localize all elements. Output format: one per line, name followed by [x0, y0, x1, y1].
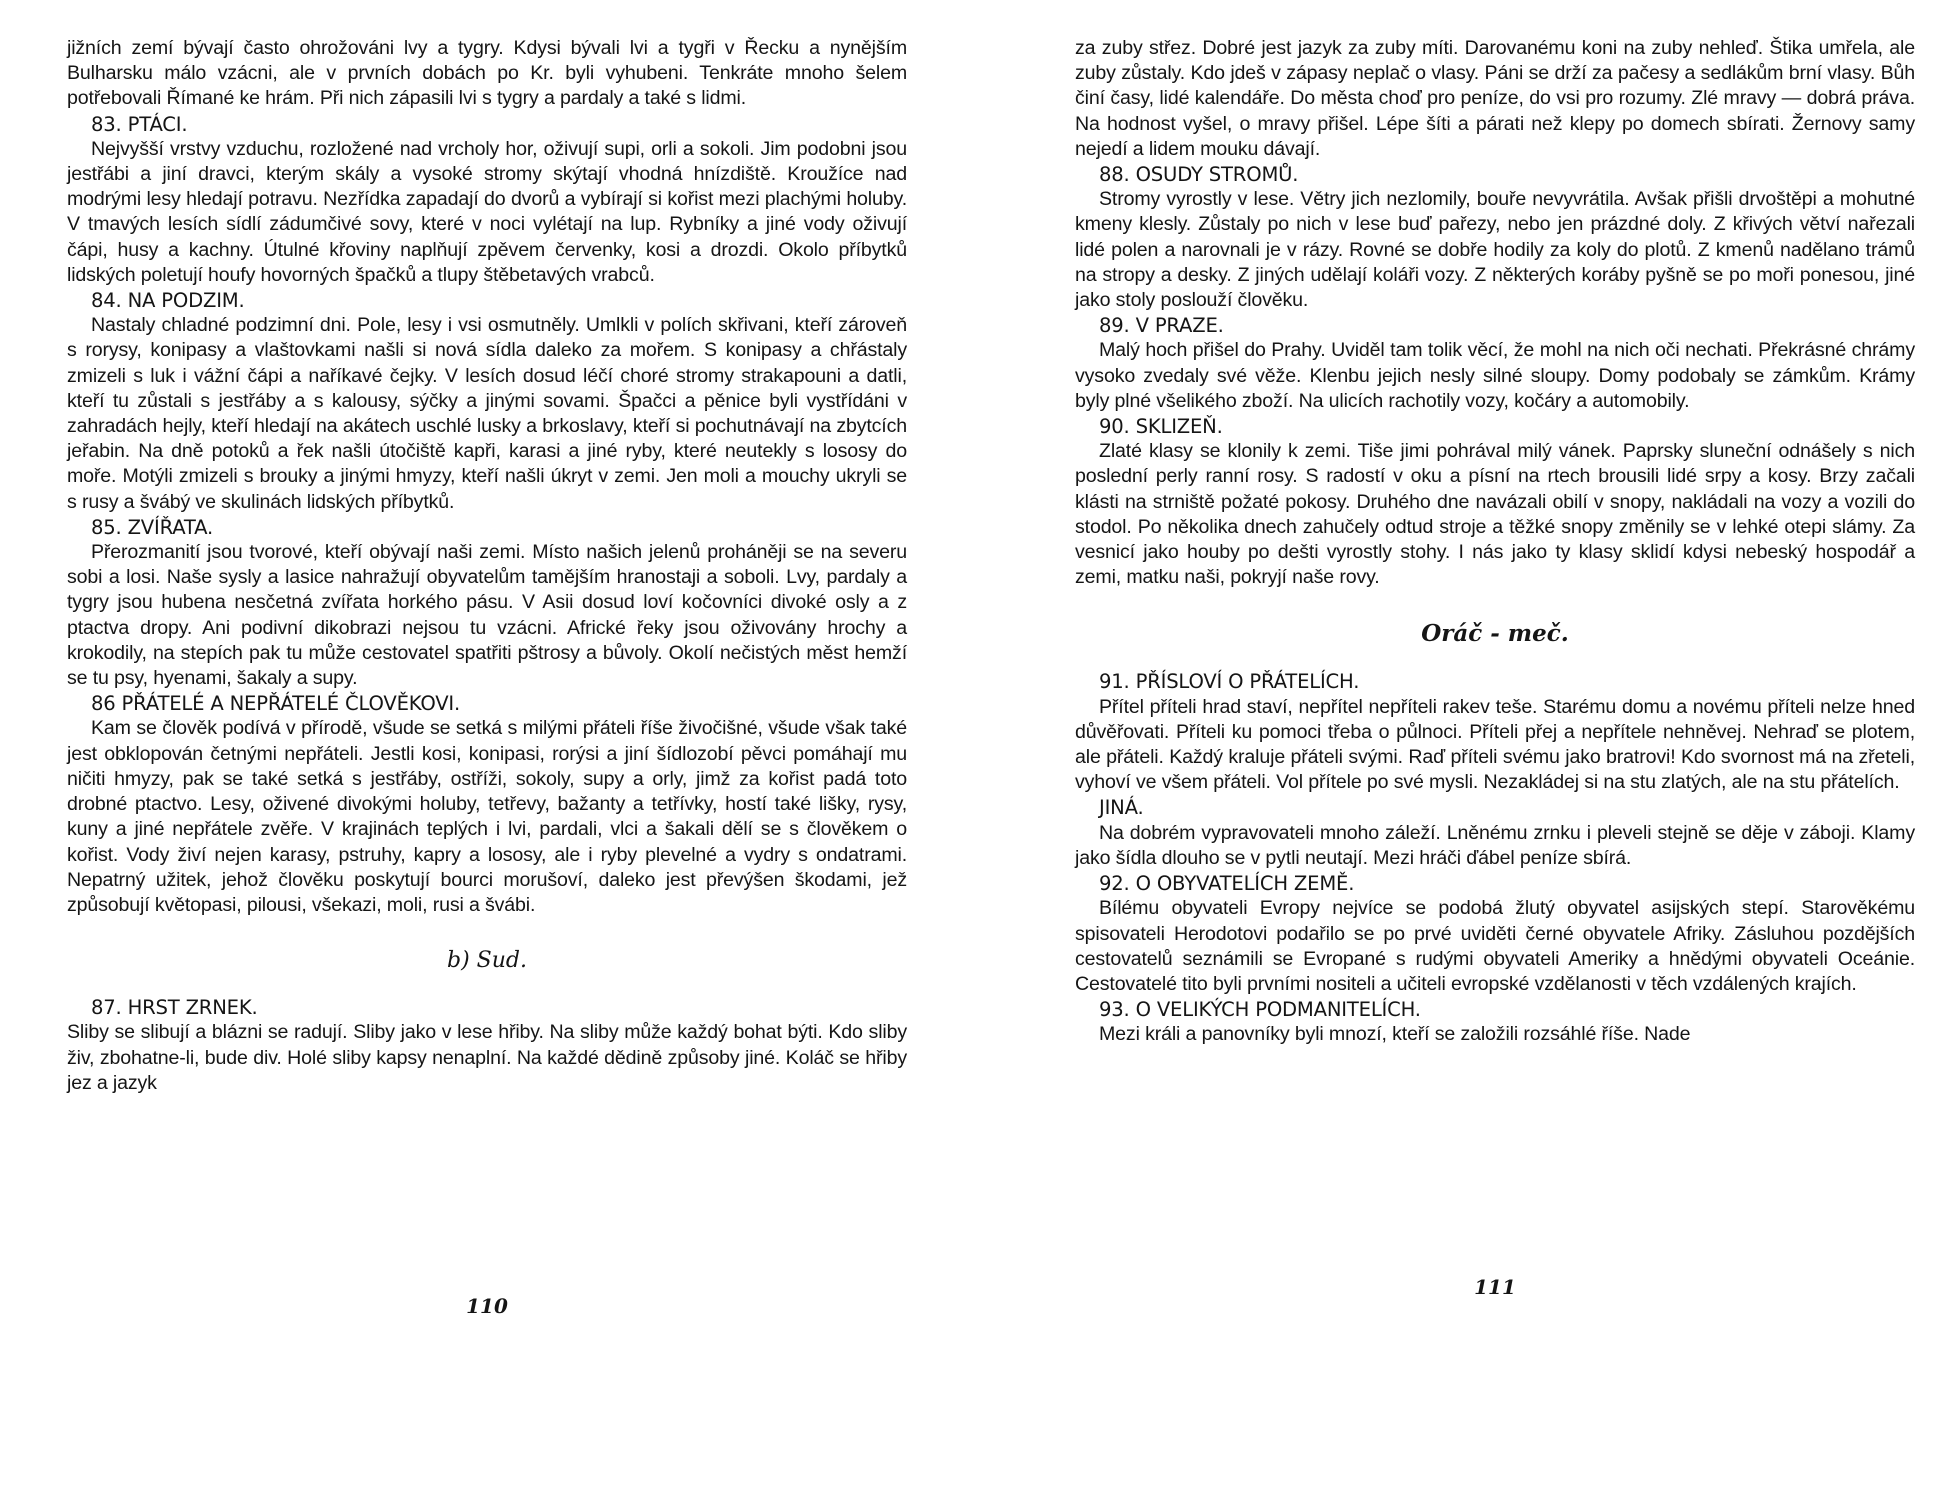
paragraph: Na dobrém vypravovateli mnoho záleží. Lněnému zrnku i pleveli stejně se děje v záboji. Klamy jako šídla dlouho se v pytli neutají. Mezi hráči ďábel peníze sbírá.	[1075, 821, 1915, 869]
right-page-text	[1075, 36, 1915, 1048]
section-heading: 89. V PRAZE.	[1099, 314, 1224, 338]
paragraph: Malý hoch přišel do Prahy. Uviděl tam tolik věcí, že mohl na nich oči nechati. Překrásné chrámy vysoko zvedaly své věže. Klenbu jejich nesly silné sloupy. Domy podobaly se zámkům. Krámy byly plné všelikého zboží. Na ulicích rachotily vozy, kočáry a automobily.	[1075, 339, 1915, 412]
section-heading: 93. O VELIKÝCH PODMANITELÍCH.	[1099, 998, 1421, 1022]
paragraph: Nejvyšší vrstvy vzduchu, rozložené nad vrcholy hor, oživují supi, orli a sokoli. Jim podobni jsou jestřábi a jiní dravci, kterým skály a vysoké stromy skýtají vhodná hnízdiště. Kroužíce nad modrými lesy hledají potravu. Nezřídka zapadají do dvorů a vybírají si kořist mezi plachými holuby. V tmavých lesích sídlí zádumčivé sovy, které v noci vylétají na lup. Rybníky a jiné vody oživují čápi, husy a kachny. Útulné křoviny naplňují zpěvem červenky, kosi a drozdi. Okolo příbytků lidských poletují houfy hovorných špačků a tlupy štěbetavých vrabců.	[67, 137, 907, 286]
section-heading: 83. PTÁCI.	[91, 112, 188, 136]
paragraph: jižních zemí bývají často ohrožováni lvy a tygry. Kdysi bývali lvi a tygři v Řecku a nynějším Bulharsku málo vzácni, ale v prvních dobách po Kr. byli vyhubeni. Tenkráte mnoho šelem potřebovali Římané ke hrám. Při nich zápasili lvi s tygry a pardaly a také s lidmi.	[67, 37, 907, 110]
section-heading: 92. O OBYVATELÍCH ZEMĚ.	[1099, 872, 1355, 896]
chapter-title: Oráč - meč.	[1421, 620, 1569, 648]
paragraph: Přítel příteli hrad staví, nepřítel nepříteli rakev teše. Starému domu a novému příteli nelze hned důvěřovati. Příteli ku pomoci třeba o půlnoci. Příteli přej a nepřítele nehněvej. Nehraď se plotem, ale přáteli. Každý kraluje přáteli svými. Raď příteli svému jako bratrovi! Kdo svornost má na zřeteli, vyhoví ve všem přáteli. Vol přítele po své mysli. Nezakládej si na stu zlatých, ale na stu přátelích.	[1075, 695, 1915, 794]
left-page-text	[67, 36, 907, 1096]
section-heading: JINÁ.	[1099, 796, 1144, 820]
paragraph: Nastaly chladné podzimní dni. Pole, lesy i vsi osmutněly. Umlkli v polích skřivani, kteří zároveň s rorysy, konipasy a vlaštovkami našli si nová sídla daleko za mořem. S konipasy a chřástaly zmizeli s luk i vážní čápi a naříkavé čejky. V lesích dosud léčí choré stromy strakapouni a datli, kteří tu zůstali s jestřáby a s kalousy, sýčky a jinými sovami. Špačci a pěnice byli vystřídáni v zahradách hejly, kteří hledají na akátech uschlé lusky a brkoslavy, kteří si pochutnávají na zbytcích jeřabin. Na dně potoků a řek našli útočiště kapři, karasi a jiné ryby, které neutekly s lososy do moře. Motýli zmizeli s brouky a jinými hmyzy, kteří našli úkryt v zemi. Jen moli a mouchy ukryli se s rusy a švábý ve skulinách lidských příbytků.	[67, 314, 907, 513]
section-heading: 86 PŘÁTELÉ A NEPŘÁTELÉ ČLOVĚKOVI.	[91, 692, 461, 716]
left-page	[67, 36, 907, 1096]
paragraph: Bílému obyvateli Evropy nejvíce se podobá žlutý obyvatel asijských stepí. Starověkému spisovateli Herodotovi podařilo se po prvé uviděti černé obyvatele Afriky. Zásluhou pozdějších cestovatelů seznámili se Evropané s rudými obyvateli Ameriky a hnědými obyvateli Oceánie. Cestovatelé tito byli prvními nositeli a učiteli evropské vzdělanosti v těch vzdálených krajích.	[1075, 897, 1915, 995]
paragraph: Stromy vyrostly v lese. Větry jich nezlomily, bouře nevyvrátila. Avšak přišli drvoštěpi a mohutné kmeny klesly. Zůstaly po nich v lese buď pařezy, nebo jen prázdné doly. Z křivých větví nařezali lidé polen a narovnali je v rázy. Rovné se dobře hodily za koly do plotů. Z kmenů nadělano trámů na stropy a desky. Z jiných udělají koláři vozy. Z některých koráby pyšně se po moři ponesou, jiné jako stoly poslouží člověku.	[1075, 188, 1915, 312]
page-number-right: 111	[1474, 1275, 1516, 1299]
paragraph: Mezi králi a panovníky byli mnozí, kteří se založili rozsáhlé říše. Nade	[1099, 1023, 1691, 1046]
paragraph: Zlaté klasy se klonily k zemi. Tiše jimi pohrával milý vánek. Paprsky sluneční odnášely s nich poslední perly ranní rosy. S radostí v oku a písní na rtech brousili lidé srpy a kosy. Brzy začali klásti na strniště požaté pokosy. Druhého dne navázali obilí v snopy, nakládali na vozy a vozili do stodol. Po několika dnech zahučely odtud stroje a těžké snopy změnily se v lehké otepi slámy. Za vesnicí jako houby po dešti vyrostly stohy. I nás jako ty klasy sklidí kdysi nebeský hospodář a zemi, matku naši, pokryjí naše rovy.	[1075, 440, 1915, 589]
paragraph: za zuby střez. Dobré jest jazyk za zuby míti. Darovanému koni na zuby nehleď. Štika umřela, ale zuby zůstaly. Kdo jdeš v zápasy neplač o vlasy. Páni se drží za pačesy a sedlákům brní vlasy. Bůh činí časy, lidé kalendáře. Do města choď pro peníze, do vsi pro rozumy. Zlé mravy — dobrá práva. Na hodnost vyšel, o mravy přišel. Lépe šíti a párati než klepy po domech sbírati. Žernovy samy nejedí a lidem mouku dávají.	[1075, 37, 1915, 160]
section-heading: 90. SKLIZEŇ.	[1099, 415, 1223, 439]
section-heading: 84. NA PODZIM.	[91, 289, 245, 313]
section-heading: 91. PŘÍSLOVÍ O PŘÁTELÍCH.	[1099, 670, 1360, 694]
page-number-left: 110	[466, 1294, 508, 1318]
section-heading: 87. HRST ZRNEK.	[91, 996, 258, 1020]
paragraph: Sliby se slibují a blázni se radují. Sliby jako v lese hřiby. Na sliby může každý bohat býti. Kdo sliby živ, zbohatne-li, bude div. Holé sliby kapsy nenaplní. Na každé dědině způsoby jiné. Koláč se hřiby jez a jazyk	[67, 1021, 907, 1094]
paragraph: Kam se člověk podívá v přírodě, všude se setká s milými přáteli říše živočišné, všude však také jest obklopován četnými nepřáteli. Jestli kosi, konipasi, rorýsi a jiní šídlozobí pěvci pomáhají mu ničiti hmyzy, pak se také setká s jestřáby, ostříži, sokoly, supy a orly, jimž za kořist padá toto drobné ptactvo. Lesy, oživené divokými holuby, tetřevy, bažanty a tetřívky, hostí také lišky, rysy, kuny a jiné nepřátele zvěře. V krajinách teplých i lvi, pardali, vlci a šakali dělí se s člověkem o kořist. Vody živí nejen karasy, pstruhy, kapry a lososy, ale i ryby plevelné a vydry s ondatrami. Nepatrný užitek, jehož člověku poskytují bourci morušoví, daleko jest převýšen škodami, jež způsobují květopasi, pilousi, všekazi, moli, rusi a švábi.	[67, 717, 907, 916]
right-page	[1075, 36, 1915, 1048]
section-heading: 85. ZVÍŘATA.	[91, 515, 214, 539]
section-heading: 88. OSUDY STROMŮ.	[1099, 163, 1299, 187]
chapter-title: b) Sud.	[447, 948, 527, 974]
paragraph: Přerozmanití jsou tvorové, kteří obývají naši zemi. Místo našich jelenů proháněji se na severu sobi a losi. Naše sysly a lasice nahražují obyvatelům tamějším hranostaji a soboli. Lvy, pardaly a tygry jsou hubena nesčetná zvířata horkého pásu. V Asii dosud loví kočovníci divoké osly a z ptactva dropy. Ani podivní dikobrazi nejsou tu vzácni. Africké řeky jsou oživovány hrochy a krokodily, na stepích pak tu může cestovatel spatřiti pštrosy a bůvoly. Okolí nečistých měst hemží se tu psy, hyenami, šakaly a supy.	[67, 541, 907, 690]
